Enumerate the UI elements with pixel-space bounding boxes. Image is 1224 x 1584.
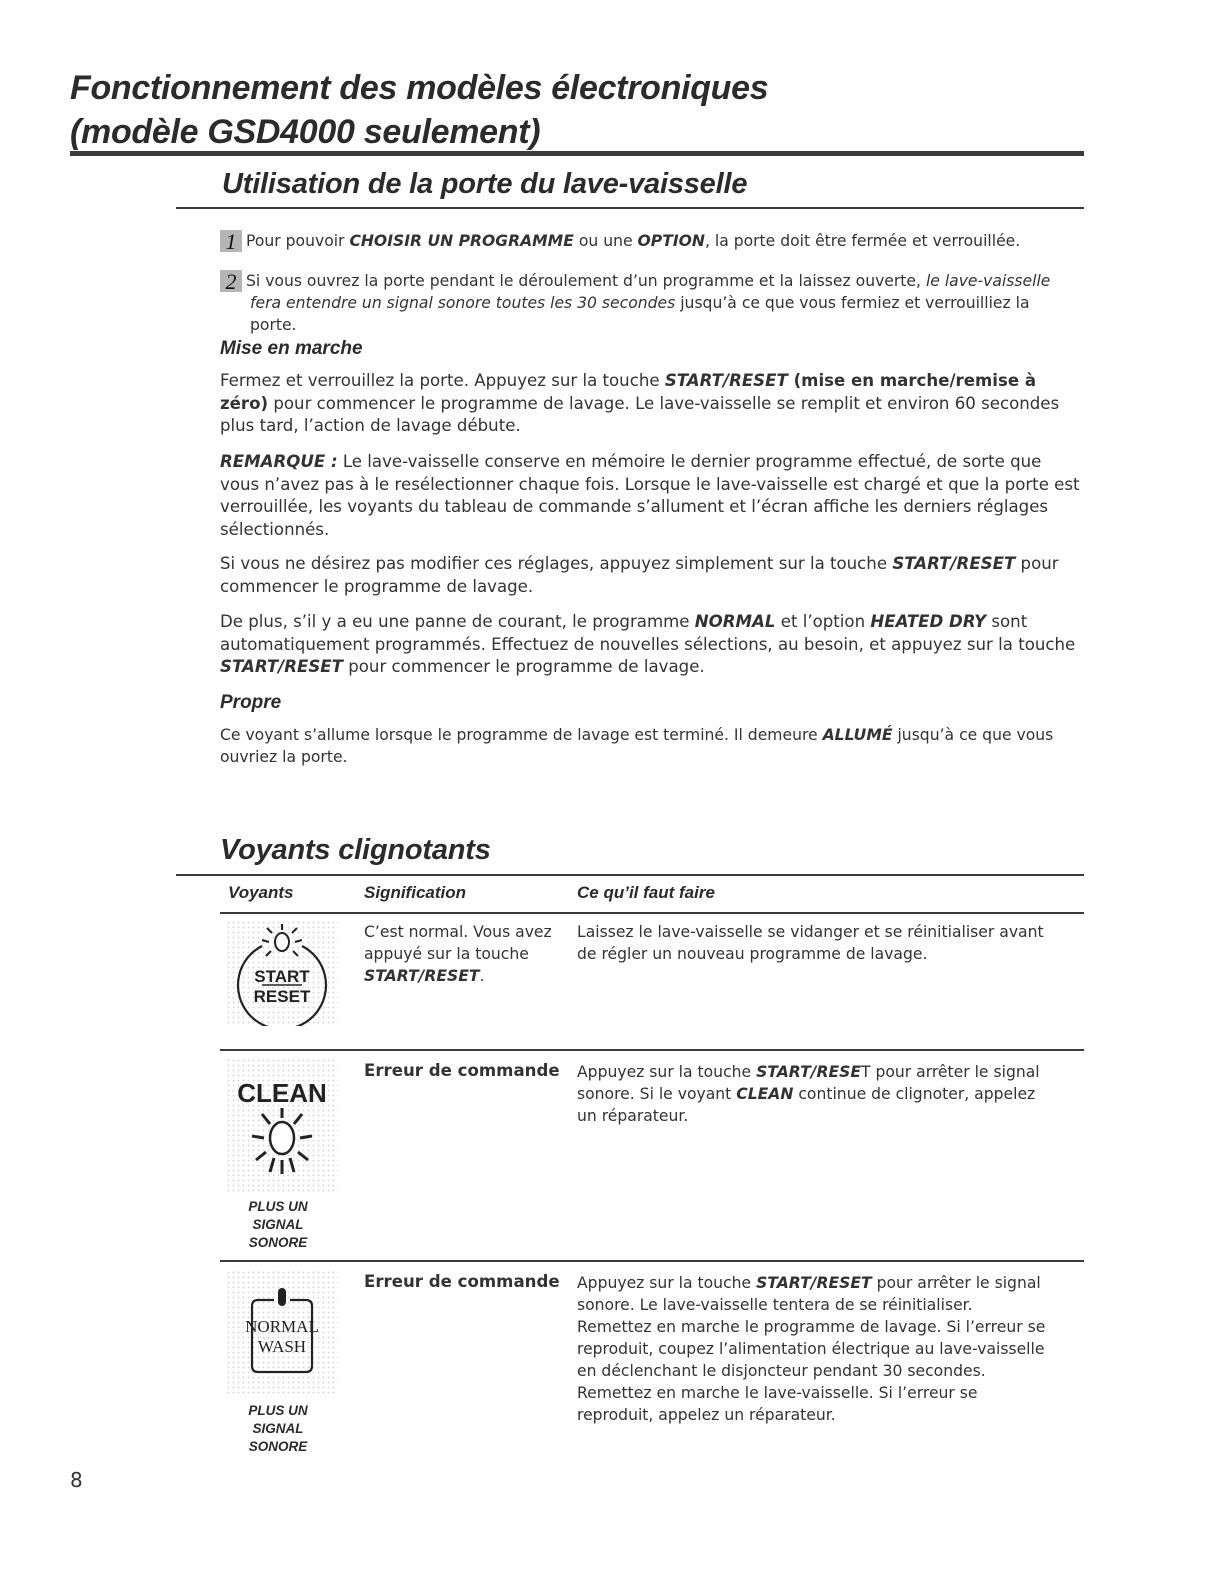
reset-label: RESET: [253, 987, 311, 1006]
start-paragraph-2: REMARQUE : Le lave-vaisselle conserve en mémoire le dernier programme effectué, de sorte que vous n’avez pas à le resélectionner chaque fois. Lorsque le lave-vaisselle est chargé et que la porte est verrouillée, les voyants du tableau de commande s’allument et l’écran affiche les derniers réglages sélectionnés.: [220, 452, 1080, 539]
row2-meaning: Erreur de commande: [364, 1061, 560, 1080]
page-title: [70, 66, 1070, 154]
wash-label: WASH: [257, 1337, 307, 1356]
row1-action: Laissez le lave-vaisselle se vidanger et se réinitialiser avant de régler un nouveau programme de lavage.: [577, 923, 1044, 963]
lights-section-heading: Voyants clignotants: [220, 834, 491, 866]
row3-beep-label: PLUS UN SIGNAL SONORE: [248, 1403, 308, 1454]
start-paragraph-4: De plus, s’il y a eu une panne de courant, le programme NORMAL et l’option HEATED DRY sont automatiquement programmés. Effectuez de nouvelles sélections, au besoin, et appuyez sur la touche START/RESET pour commencer le programme de lavage.: [220, 612, 1076, 676]
start-reset-light-icon: [226, 920, 338, 1026]
row-divider: [220, 1049, 1084, 1051]
column-header-meaning: Signification: [364, 883, 466, 902]
step-number-badge: 1: [220, 230, 242, 252]
clean-light-icon: [226, 1058, 338, 1192]
door-section-divider: [176, 207, 1084, 209]
page-title-line2: (modèle GSD4000 seulement): [70, 113, 541, 151]
column-header-action: Ce qu’il faut faire: [577, 883, 715, 902]
step-1: 1 Pour pouvoir CHOISIR UN PROGRAMME ou une OPTION, la porte doit être fermée et verrouillée.: [220, 230, 1080, 252]
title-divider: [70, 151, 1084, 156]
choose-program-term: CHOISIR UN PROGRAMME: [349, 232, 574, 250]
step-number-badge: 2: [220, 270, 242, 292]
page-title-line1: Fonctionnement des modèles électroniques: [70, 69, 769, 107]
row3-meaning: Erreur de commande: [364, 1272, 560, 1291]
start-reset-icon: [226, 920, 338, 1026]
door-section-heading: Utilisation de la porte du lave-vaisselle: [222, 168, 748, 200]
step-2: 2 Si vous ouvrez la porte pendant le déroulement d’un programme et la laissez ouverte, le lave-vaisselle fera entendre un signal sonore toutes les 30 secondes jusqu’à ce que vous fermiez et verrouilliez la porte.: [220, 270, 1080, 336]
row1-meaning: C’est normal. Vous avez appuyé sur la touche START/RESET.: [364, 923, 552, 985]
beep-note: le lave-vaisselle fera entendre un signal sonore toutes les 30 secondes: [250, 272, 1051, 312]
normal-wash-light-icon: [226, 1270, 338, 1396]
start-heading: Mise en marche: [220, 338, 363, 359]
column-header-lights: Voyants: [228, 883, 294, 902]
row2-action: Appuyez sur la touche START/RESET pour arrêter le signal sonore. Si le voyant CLEAN continue de clignoter, appelez un réparateur.: [577, 1063, 1040, 1125]
start-label: START: [254, 967, 310, 986]
clean-label: CLEAN: [237, 1078, 327, 1108]
row-divider: [220, 1260, 1084, 1262]
normal-wash-icon: [226, 1270, 338, 1396]
row3-action: Appuyez sur la touche START/RESET pour arrêter le signal sonore. Le lave-vaisselle tentera de se réinitialiser. Remettez en marche le programme de lavage. Si l’erreur se reproduit, coupez l’alimentation électrique au lave-vaisselle en déclenchant le disjoncteur pendant 30 secondes. Remettez en marche le lave-vaisselle. Si l’erreur se reproduit, appelez un réparateur.: [577, 1274, 1046, 1424]
clean-icon: [226, 1058, 338, 1192]
lights-section-divider: [176, 874, 1084, 876]
clean-paragraph: Ce voyant s’allume lorsque le programme de lavage est terminé. Il demeure ALLUMÉ jusqu’à ce que vous ouvriez la porte.: [220, 726, 1054, 766]
start-paragraph-3: Si vous ne désirez pas modifier ces réglages, appuyez simplement sur la touche START/RESET pour commencer le programme de lavage.: [220, 554, 1059, 596]
normal-label: NORMAL: [245, 1317, 319, 1336]
option-term: OPTION: [637, 232, 705, 250]
start-paragraph-1: Fermez et verrouillez la porte. Appuyez sur la touche START/RESET (mise en marche/remise à zéro) pour commencer le programme de lavage. Le lave-vaisselle se remplit et environ 60 secondes plus tard, l’action de lavage débute.: [220, 371, 1060, 435]
table-header-divider: [220, 912, 1084, 914]
clean-heading: Propre: [220, 692, 282, 713]
row2-beep-label: PLUS UN SIGNAL SONORE: [248, 1199, 308, 1250]
page-number: 8: [70, 1468, 83, 1492]
